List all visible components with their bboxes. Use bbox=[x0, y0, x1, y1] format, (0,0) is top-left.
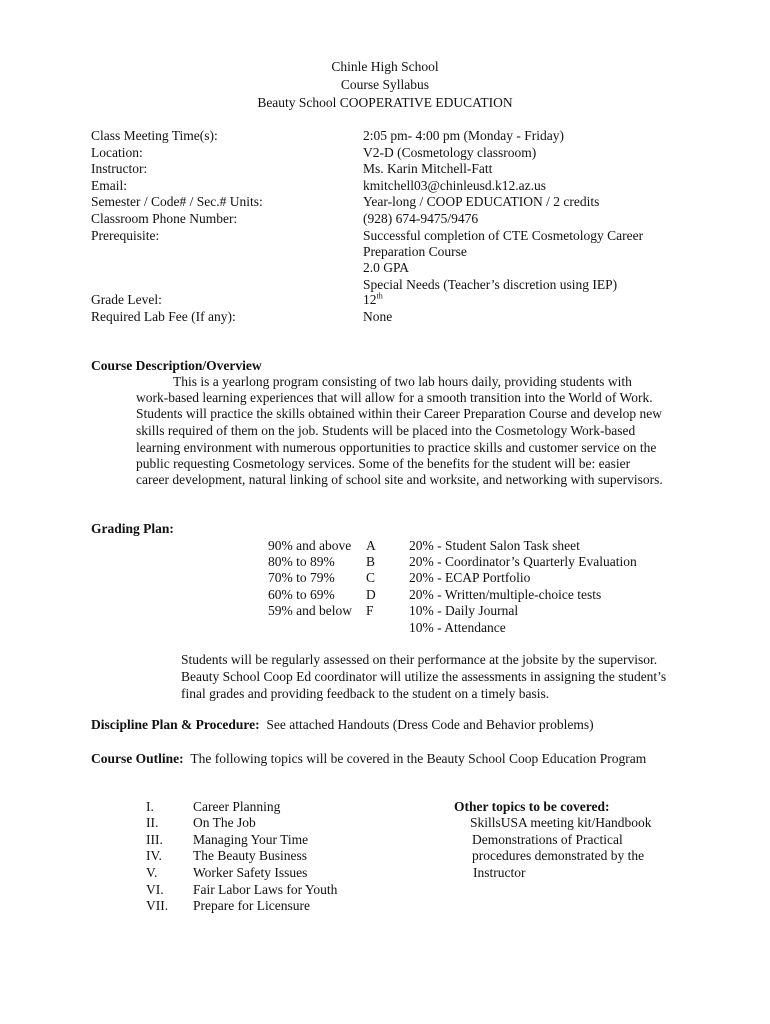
info-label-phone: Classroom Phone Number: bbox=[91, 211, 238, 226]
info-value-prerequisite-line-4: Special Needs (Teacher’s discretion using IEP) bbox=[363, 277, 618, 292]
outline-heading: Course Outline: bbox=[91, 751, 184, 766]
grade-range: 60% to 69% bbox=[268, 587, 335, 602]
outline-topic: The Beauty Business bbox=[193, 848, 307, 863]
grade-range: 90% and above bbox=[268, 538, 352, 553]
info-value-location: V2-D (Cosmetology classroom) bbox=[363, 145, 537, 160]
info-label-location: Location: bbox=[91, 145, 143, 160]
grading-note-line: final grades and providing feedback to the student on a timely basis. bbox=[181, 686, 550, 701]
info-value-prerequisite-line-2: Preparation Course bbox=[363, 244, 467, 259]
info-label-instructor: Instructor: bbox=[91, 161, 148, 176]
description-line: learning environment with numerous opportunities to practice skills and customer service on the bbox=[136, 440, 657, 455]
description-line: skills required of them on the job. Students will be placed into the Cosmetology Work-based bbox=[136, 423, 636, 438]
other-topics-line: Demonstrations of Practical bbox=[472, 832, 623, 847]
grading-weight: 20% - Written/multiple-choice tests bbox=[409, 587, 602, 602]
info-label-units: Semester / Code# / Sec.# Units: bbox=[91, 194, 263, 209]
info-value-phone: (928) 674-9475/9476 bbox=[363, 211, 479, 226]
grading-weight: 10% - Daily Journal bbox=[409, 603, 519, 618]
grading-weight: 20% - ECAP Portfolio bbox=[409, 570, 531, 585]
grade-letter: B bbox=[366, 554, 376, 569]
grading-heading: Grading Plan: bbox=[91, 521, 174, 536]
description-heading: Course Description/Overview bbox=[91, 358, 262, 373]
document-type: Course Syllabus bbox=[340, 77, 430, 92]
outline-topic: Prepare for Licensure bbox=[193, 898, 310, 913]
description-line: career development, natural linking of school site and worksite, and networking with supervisors. bbox=[136, 472, 663, 487]
discipline-text: See attached Handouts (Dress Code and Behavior problems) bbox=[266, 717, 594, 732]
grade-letter: A bbox=[366, 538, 376, 553]
course-title: Beauty School COOPERATIVE EDUCATION bbox=[257, 95, 513, 110]
info-value-prerequisite-line-1: Successful completion of CTE Cosmetology Career bbox=[363, 228, 644, 243]
grading-weight: 20% - Student Salon Task sheet bbox=[409, 538, 580, 553]
grade-level-number: 12 bbox=[363, 292, 377, 307]
outline-number: VI. bbox=[146, 882, 164, 897]
outline-topic: Career Planning bbox=[193, 799, 281, 814]
grade-range: 80% to 89% bbox=[268, 554, 335, 569]
info-value-meeting-time: 2:05 pm- 4:00 pm (Monday - Friday) bbox=[363, 128, 564, 143]
grade-letter: C bbox=[366, 570, 376, 585]
outline-topic: Managing Your Time bbox=[193, 832, 309, 847]
grading-note-line: Beauty School Coop Ed coordinator will utilize the assessments in assigning the student’s bbox=[181, 669, 667, 684]
grading-weight: 10% - Attendance bbox=[409, 620, 506, 635]
grade-letter: D bbox=[366, 587, 376, 602]
other-topics-line: procedures demonstrated by the bbox=[472, 848, 645, 863]
outline-number: II. bbox=[146, 815, 159, 830]
outline-number: V. bbox=[146, 865, 158, 880]
outline-topic: Fair Labor Laws for Youth bbox=[193, 882, 338, 897]
outline-topic: Worker Safety Issues bbox=[193, 865, 308, 880]
outline-number: III. bbox=[146, 832, 163, 847]
outline-line bbox=[91, 751, 646, 767]
description-line: Students will practice the skills obtained within their Career Preparation Course and develop new bbox=[136, 406, 662, 421]
other-topics-heading: Other topics to be covered: bbox=[454, 799, 610, 814]
discipline-heading: Discipline Plan & Procedure: bbox=[91, 717, 260, 732]
grade-range: 70% to 79% bbox=[268, 570, 335, 585]
grading-note-line: Students will be regularly assessed on their performance at the jobsite by the supervisor. bbox=[181, 652, 658, 667]
outline-number: IV. bbox=[146, 848, 162, 863]
outline-number: I. bbox=[146, 799, 154, 814]
other-topics-line: Instructor bbox=[473, 865, 526, 880]
school-name: Chinle High School bbox=[331, 59, 439, 74]
info-label-prerequisite: Prerequisite: bbox=[91, 228, 160, 243]
info-value-email: kmitchell03@chinleusd.k12.az.us bbox=[363, 178, 547, 193]
outline-topic: On The Job bbox=[193, 815, 256, 830]
description-line: work-based learning experiences that will allow for a smooth transition into the World of Work. bbox=[136, 390, 653, 405]
other-topics-line: SkillsUSA meeting kit/Handbook bbox=[470, 815, 652, 830]
info-value-lab-fee: None bbox=[363, 309, 393, 324]
outline-text: The following topics will be covered in the Beauty School Coop Education Program bbox=[190, 751, 647, 766]
info-label-email: Email: bbox=[91, 178, 127, 193]
outline-number: VII. bbox=[146, 898, 169, 913]
info-label-lab-fee: Required Lab Fee (If any): bbox=[91, 309, 236, 324]
grade-letter: F bbox=[366, 603, 374, 618]
info-label-grade-level: Grade Level: bbox=[91, 292, 162, 307]
grade-range: 59% and below bbox=[268, 603, 352, 618]
description-line: This is a yearlong program consisting of two lab hours daily, providing students with bbox=[173, 374, 632, 389]
grade-level-suffix: th bbox=[376, 291, 383, 301]
description-line: public requesting Cosmetology services. Some of the benefits for the student will be: easier bbox=[136, 456, 631, 471]
info-label-meeting-time: Class Meeting Time(s): bbox=[91, 128, 218, 143]
info-value-grade-level bbox=[363, 292, 383, 308]
grading-weight: 20% - Coordinator’s Quarterly Evaluation bbox=[409, 554, 637, 569]
info-value-instructor: Ms. Karin Mitchell-Fatt bbox=[363, 161, 493, 176]
info-value-units: Year-long / COOP EDUCATION / 2 credits bbox=[363, 194, 600, 209]
info-value-prerequisite-line-3: 2.0 GPA bbox=[363, 260, 410, 275]
discipline-line bbox=[91, 717, 594, 733]
